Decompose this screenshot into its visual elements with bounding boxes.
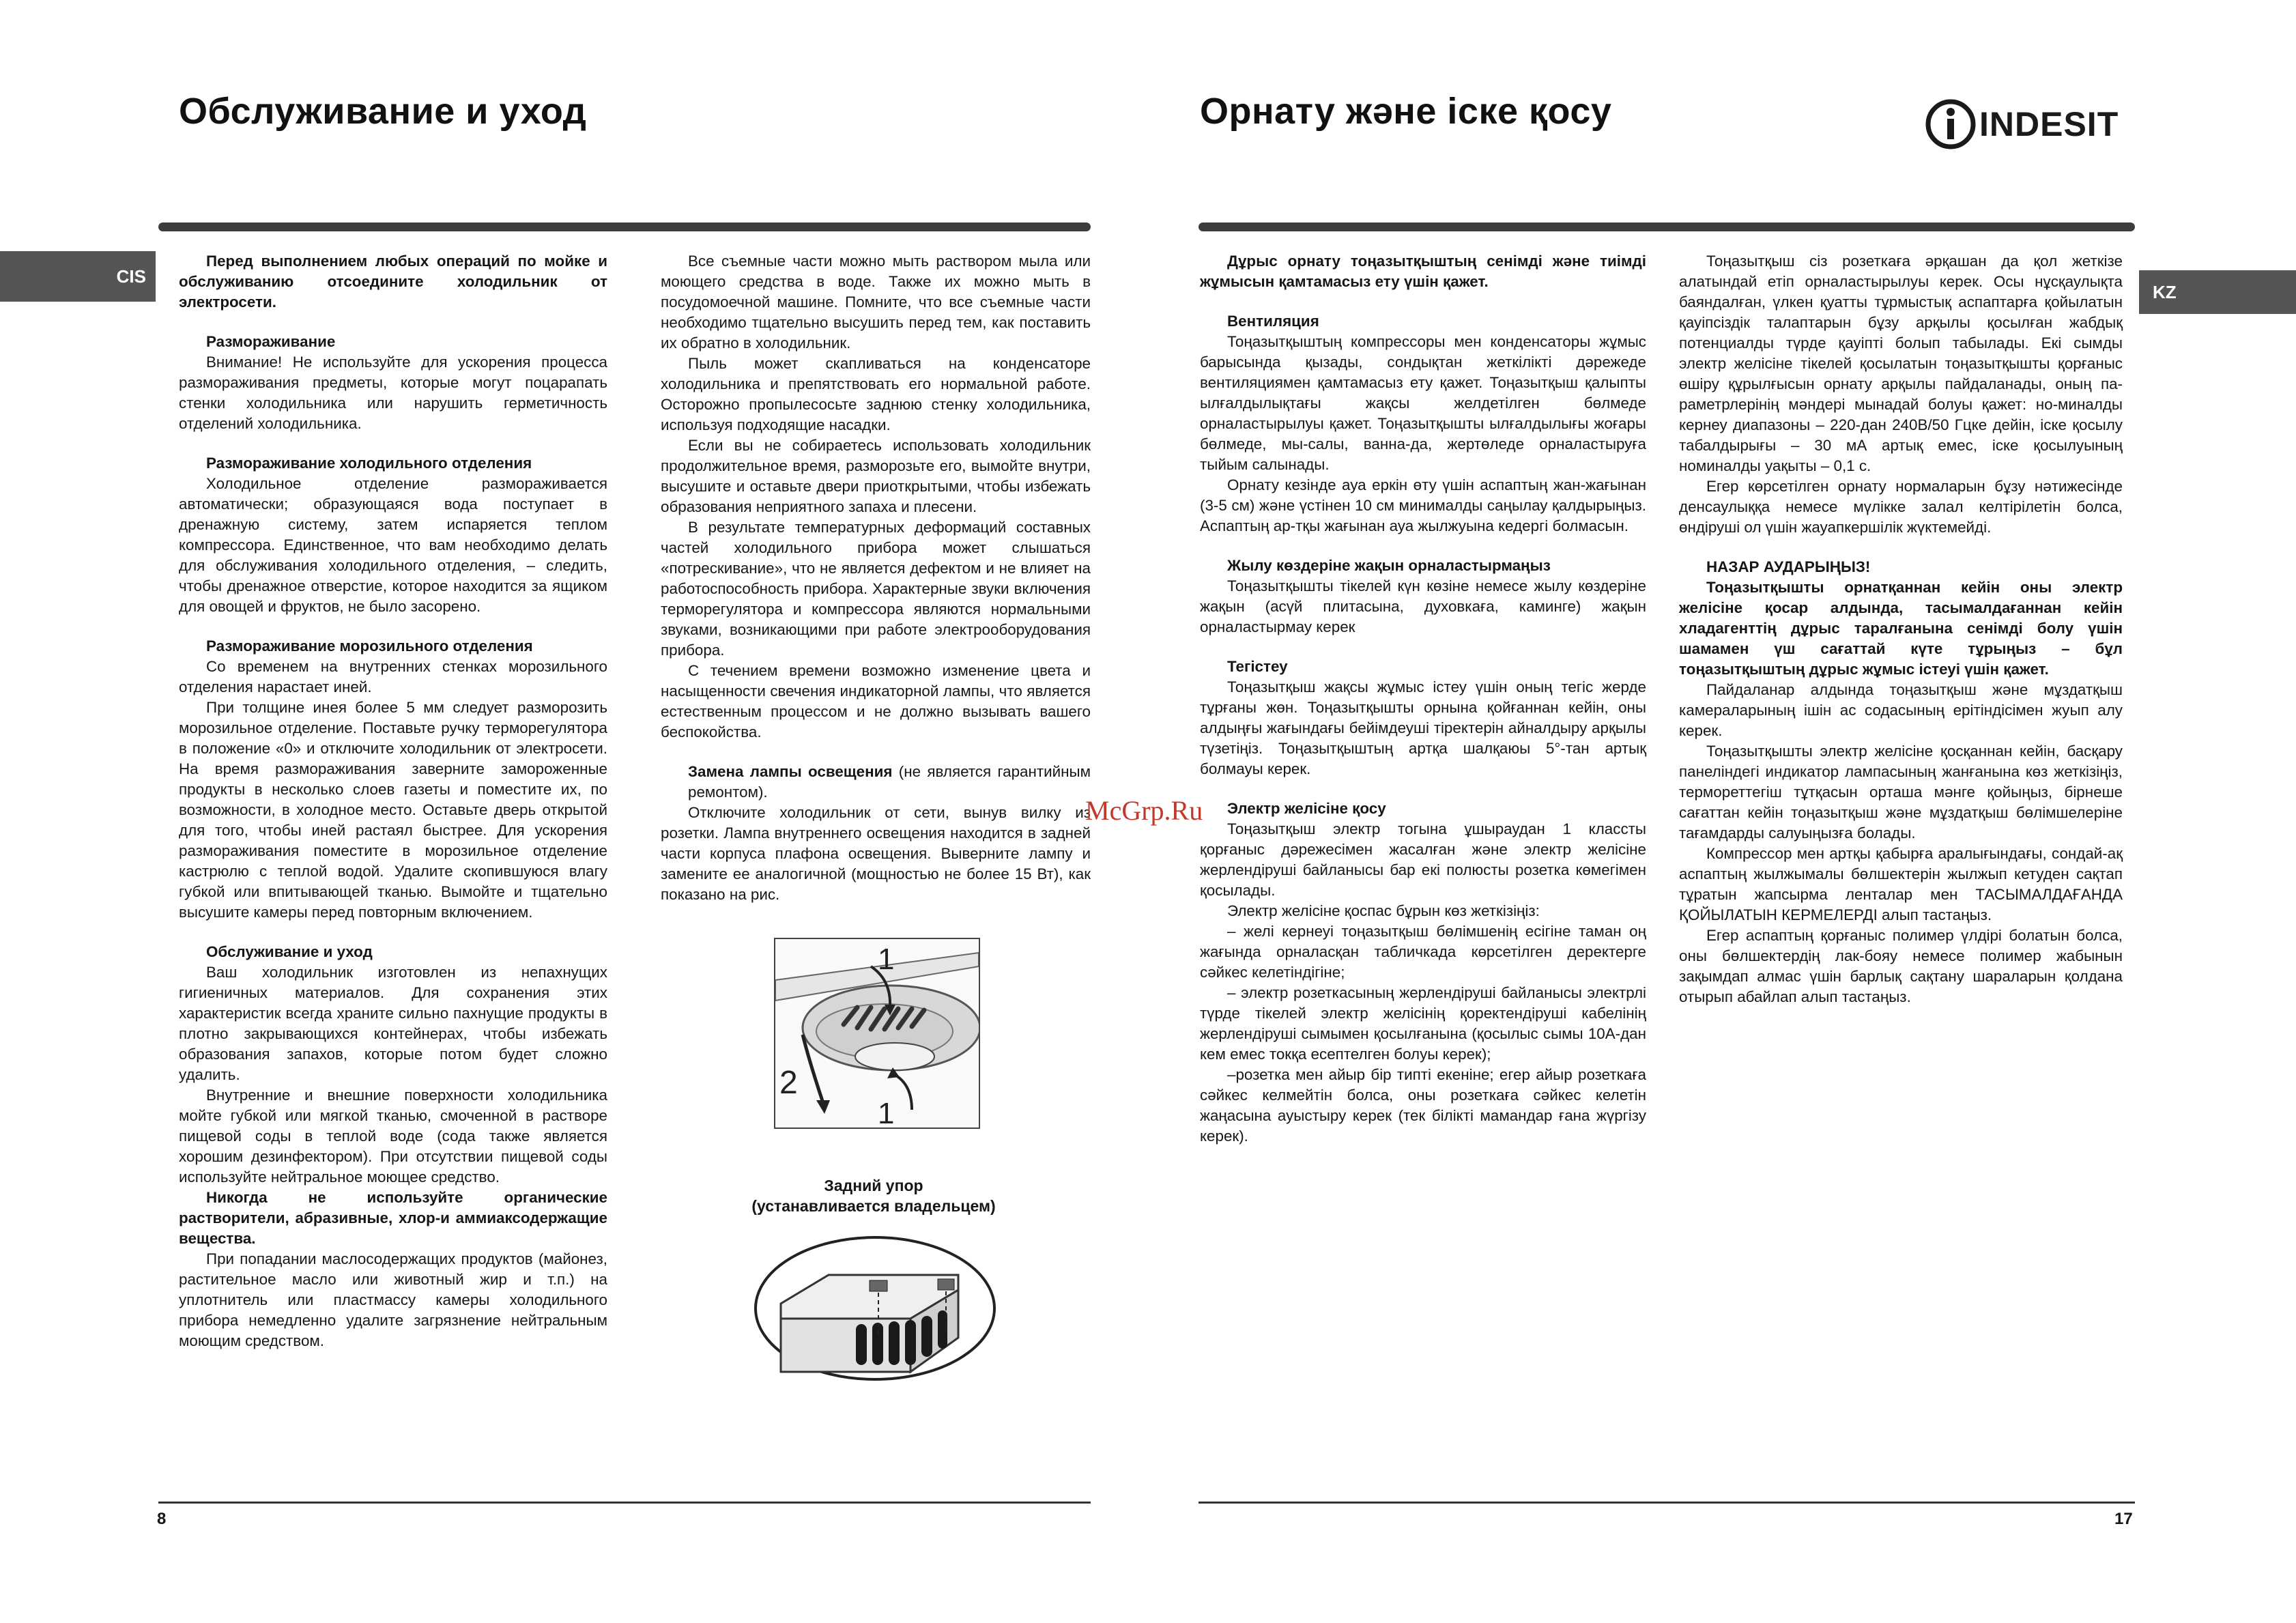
left-page-title: Обслуживание и уход: [179, 91, 587, 132]
paragraph: В результате температурных деформаций составных частей холодильного прибора может слышаться «потрескивание», что не является дефектом и не влияет на работоспособность прибора. Характерные звуки включения терморегулятора и компрессора являются нормальными звуками, возникающими при работе электрооборудования прибора.: [661, 519, 1091, 659]
rear-stop-left: [870, 1280, 887, 1291]
heading-ventilation: Вентиляция: [1227, 313, 1319, 330]
paragraph: Ваш холодильник изготовлен из непахнущих гигиеничных материалов. Для сохранения этих характеристик всегда храните сильно пахнущие продукты в плотно закрывающихся контейнерах, чтобы избежать образования запахов, которые потом будет сложно удалить.: [179, 964, 607, 1083]
left-column-2: [661, 251, 1091, 905]
lamp-diagram-svg: [775, 939, 979, 1128]
lamp-bulb: [855, 1043, 934, 1070]
right-page-title: Орнату және іске қосу: [1200, 91, 1612, 132]
paragraph: Тоңазытқышты тікелей күн көзіне немесе жылу көздеріне жақын (асүй плитасына, духовкаға, каминге) жақын орналастырмау керек: [1200, 577, 1646, 635]
language-tab-label: CIS: [116, 265, 146, 287]
list-item: – электр розеткасының жерлендіруші байланысы электрлі түрде тікелей электр желісінің қоректендіруші кабелінің жерлендіруші сымымен қосылғанына (қосылыс сымы 10A-дан кем емес токқа есептелген болуы керек);: [1200, 984, 1646, 1063]
paragraph: Тоңазытқыштың компрессоры мен конденсаторы жұмыс барысында қызады, сондықтан жеткілікті дәрежеде вентиляциямен қамтамасыз ету қажет. Тоңазытқыш қалыпты ылғалдылықтағы жақсы желдетілген бөлмеде орналастырылуы қажет. Тоңазытқышты ылғалдылығы жоғары бөлмеде, мы-салы, ванна-да, жертөледе орналастыруға тыйым салынады.: [1200, 333, 1646, 473]
rear-stop-caption: [723, 1175, 1024, 1216]
right-column-3: [1200, 251, 1646, 1147]
rear-stop-right: [938, 1279, 954, 1290]
list-item: –розетка мен айыр бір типті екеніне; егер айыр розеткаға сәйкес келмейтін болса, оны розеткаға сәйкес келетін жаңасына ауыстыру керек (тек білікті мамандар ғана жүргізу керек).: [1200, 1066, 1646, 1145]
paragraph: Тоңазытқышты электр желісіне қосқаннан кейін, басқару панеліндегі индикатор лампасының жанғанына көз жеткізіңіз, термореттегіш тұтқасын орташа мәнге қойыңыз, бірнеше сағаттан кейін тоңазытқыш және мұздатқыш бөлімшелеріне тағамдарды салуыңызға болады.: [1679, 743, 2123, 842]
figure-label-1: 1: [878, 943, 895, 976]
caption-line-1: Задний упор: [824, 1177, 923, 1194]
right-top-rule: [1199, 222, 2135, 231]
paragraph: Отключите холодильник от сети, вынув вилку из розетки. Лампа внутреннего освещения находится в задней части корпуса плафона освещения. Выверните лампу и замените ее аналогичной (мощностью не более 15 Вт), как показано на рис.: [661, 804, 1091, 903]
arrow-2-head: [816, 1100, 830, 1114]
warning-paragraph: Тоңазытқышты орнатқаннан кейін оны электр желісіне қосар алдында, тасымалдағаннан кейін хладагенттің дұрыс таралғанына сенімді болу үшін шамамен үш сағаттай күте тұрыңыз – бұл тоңазытқыштың дұрыс жұмыс істеуі үшін қажет.: [1679, 579, 2123, 678]
paragraph: Холодильное отделение размораживается автоматически; образующаяся вода поступает в дренажную систему, затем испаряется теплом компрессора. Единственное, что вам необходимо делать для обслуживания холодильного отделения, – следить, чтобы дренажное отверстие, которое находится за ящиком для овощей и фруктов, не было засорено.: [179, 475, 607, 615]
brand-logo: [1925, 98, 2119, 150]
lamp-replacement-figure: [774, 938, 980, 1129]
right-bottom-rule: [1199, 1502, 2135, 1504]
heading-care: Обслуживание и уход: [206, 943, 373, 960]
paragraph: При толщине инея более 5 мм следует разморозить морозильное отделение. Поставьте ручку терморегулятора в положение «0» и отключите холодильник от электросети. На время размораживания заверните замороженные продукты в несколько слоев газеты и поместите их, по возможности, в холодное место. Оставьте дверь открытой для того, чтобы иней растаял быстрее. Для ускорения размораживания поместите в морозильное отделение кастрюлю с теплой водой. Удалите скопившуюся влагу губкой или впитывающей тканью. Вымойте и тщательно высушите камеры перед повторным включением.: [179, 699, 607, 921]
heading-fridge-defrost: Размораживание холодильного отделения: [206, 455, 532, 472]
heading-lamp: [661, 762, 1091, 803]
heading-power: Электр желісіне қосу: [1227, 800, 1386, 817]
paragraph: С течением времени возможно изменение цвета и насыщенности свечения индикаторной лампы, что является естественным процессом и не должно вызывать вашего беспокойства.: [661, 662, 1091, 741]
watermark: McGrp.Ru: [1085, 795, 1203, 826]
paragraph: Тоңазытқыш сіз розеткаға әрқашан да қол жеткізе алатындай етіп орналастырылуы керек. Осы нұсқаулықта баяндалған, үлкен қуатты тұрмыстық аспаптарға қойылатын қауіпсіздік талаптарын бұзу арқылы қосылған жабдық потенциалды түрде қауіпті болып табылады. Екі сымды электр желісіне тікелей қосылатын тоңазытқышты қорғаныс өшіру құрылғысын орнату арқылы пайдаланады, оның па-раметрлерінің мәндері мынадай болуы қажет: но-миналды кернеу диапазоны – 220-дан 240В/50 Гцке дейін, іске қосылу табалдырығы – 30 мА артық емес, іске қосылуының номиналды уақыты – 0,1 с.: [1679, 253, 2123, 474]
heading-defrost: Размораживание: [206, 333, 336, 350]
left-page-number: 8: [157, 1510, 167, 1528]
paragraph: Со временем на внутренних стенках морозильного отделения нарастает иней.: [179, 658, 607, 695]
paragraph: Внимание! Не используйте для ускорения процесса размораживания предметы, которые могут поцарапать стенки холодильника или нарушить герметичность отделений холодильника.: [179, 354, 607, 432]
rear-stop-diagram-svg: [754, 1235, 996, 1381]
figure-label-2: 2: [779, 1065, 798, 1101]
heading-heat-sources: Жылу көздеріне жақын орналастырмаңыз: [1227, 557, 1551, 574]
paragraph: Пыль может скапливаться на конденсаторе холодильника и препятствовать его нормальной работе. Осторожно пропылесосьте заднюю стенку холодильника, используя подходящие насадки.: [661, 355, 1091, 433]
rear-stop-figure: [754, 1235, 996, 1381]
paragraph: Электр желісіне қоспас бұрын көз жеткізіңіз:: [1227, 902, 1540, 919]
paragraph: При попадании маслосодержащих продуктов (майонез, растительное масло или животный жир и т.п.) на уплотнитель или пластмассу камеры холодильного прибора немедленно удалите загрязнение нейтральным моющим средством.: [179, 1250, 607, 1349]
paragraph: Орнату кезінде ауа еркін өту үшін аспаптың жан-жағынан (3-5 см) және үстінен 10 см минималды саңылау қалдырыңыз. Аспаптың ар-тқы жағынан ауа жылжуына кедергі болмасын.: [1200, 476, 1646, 534]
heading-warning: НАЗАР АУДАРЫҢЫЗ!: [1706, 558, 1871, 575]
paragraph: Тоңазытқыш электр тогына ұшыраудан 1 классты қорғаныс дәрежесімен жасалған және электр желісіне жерлендіруші байланысы бар екі полюсты розетка көмегімен қосылады.: [1200, 820, 1646, 899]
paragraph: Егер көрсетілген орнату нормаларын бұзу нәтижесінде денсаулыққа немесе мүлікке залал келтірілетін болса, өндіруші ол үшін жауапкершілік жүктемейді.: [1679, 478, 2123, 536]
language-tab-cis: [0, 251, 156, 302]
logo-text: INDESIT: [1979, 105, 2119, 143]
paragraph: Если вы не собираетесь использовать холодильник продолжительное время, разморозьте его, вымойте внутри, высушите и оставьте двери приоткрытыми, чтобы избежать образования неприятного запаха и плесени.: [661, 437, 1091, 515]
arrow-1-bottom: [891, 1073, 912, 1110]
language-tab-label: KZ: [2153, 281, 2177, 302]
heading-lamp-note: (не является гарантийным ремонтом).: [688, 763, 1091, 801]
heading-freezer-defrost: Размораживание морозильного отделения: [206, 637, 533, 655]
paragraph: Все съемные части можно мыть раствором мыла или моющего средства в воде. Также их можно мыть в посудомоечной машине. Помните, что все съемные части необходимо тщательно высушить перед тем, как поставить их обратно в холодильник.: [661, 253, 1091, 351]
lead-warning: Перед выполнением любых операций по мойке и обслуживанию отсоедините холодильник от электросети.: [179, 253, 607, 311]
figure-label-1-bottom: 1: [878, 1097, 895, 1128]
warning-paragraph: Никогда не используйте органические растворители, абразивные, хлор-и аммиаксодержащие вещества.: [179, 1189, 607, 1247]
right-page-number: 17: [2114, 1510, 2133, 1528]
paragraph: Тоңазытқыш жақсы жұмыс істеу үшін оның тегіс жерде тұрғаны жөн. Тоңазытқышты орнына қойғаннан кейін, оны алдыңғы жағындағы бейімдеуші тіректерін айналдыру арқылы түзетіңіз. Тоңазытқыштың артқа шалқаюы 5°-тан артық болмауы керек.: [1200, 678, 1646, 777]
left-column-1: [179, 251, 607, 1351]
caption-line-2: (устанавливается владельцем): [751, 1197, 996, 1215]
left-top-rule: [158, 222, 1091, 231]
paragraph: Компрессор мен артқы қабырға аралығындағы, сондай-ақ аспаптың жылжымалы бөлшектерін жылжып кетуден сақтап тұратын жапсырма ленталар мен ТАСЫМАЛДАҒАНДА ҚОЙЫЛАТЫН КЕРМЕЛЕРДІ алып тастаңыз.: [1679, 845, 2123, 923]
heading-leveling: Тегістеу: [1227, 658, 1288, 675]
language-tab-kz: [2139, 270, 2296, 314]
right-column-4: [1679, 251, 2123, 1007]
paragraph: Внутренние и внешние поверхности холодильника мойте губкой или мягкой тканью, смоченной в растворе пищевой соды в теплой воде (сода также является хорошим дезинфектором). При отсутствии пищевой соды используйте нейтральное моющее средство.: [179, 1087, 607, 1186]
left-bottom-rule: [158, 1502, 1091, 1504]
list-item: – желі кернеуі тоңазытқыш бөлімшенің есігіне таман оң жағында орналасқан табличкада көрсетілген деректерге сәйкес келетіндігіне;: [1200, 923, 1646, 981]
heading-lamp-text: Замена лампы освещения: [688, 763, 893, 780]
paragraph: Пайдаланар алдында тоңазытқыш және мұздатқыш камераларының ішін ас содасының ерітіндісімен жуып алу керек.: [1679, 681, 2123, 739]
paragraph: Егер аспаптың қорғаныс полимер үлдірі болатын болса, оны бөлшектердің лак-бояу немесе полимер жабынын зақымдап алмас үшін барлық сақтану шараларын қолдана отырып абайлап алып тастаңыз.: [1679, 927, 2123, 1005]
lead-note: Дұрыс орнату тоңазытқыштың сенімді және тиімді жұмысын қамтамасыз ету үшін қажет.: [1200, 253, 1646, 290]
indesit-logo-icon: [1925, 98, 1977, 150]
